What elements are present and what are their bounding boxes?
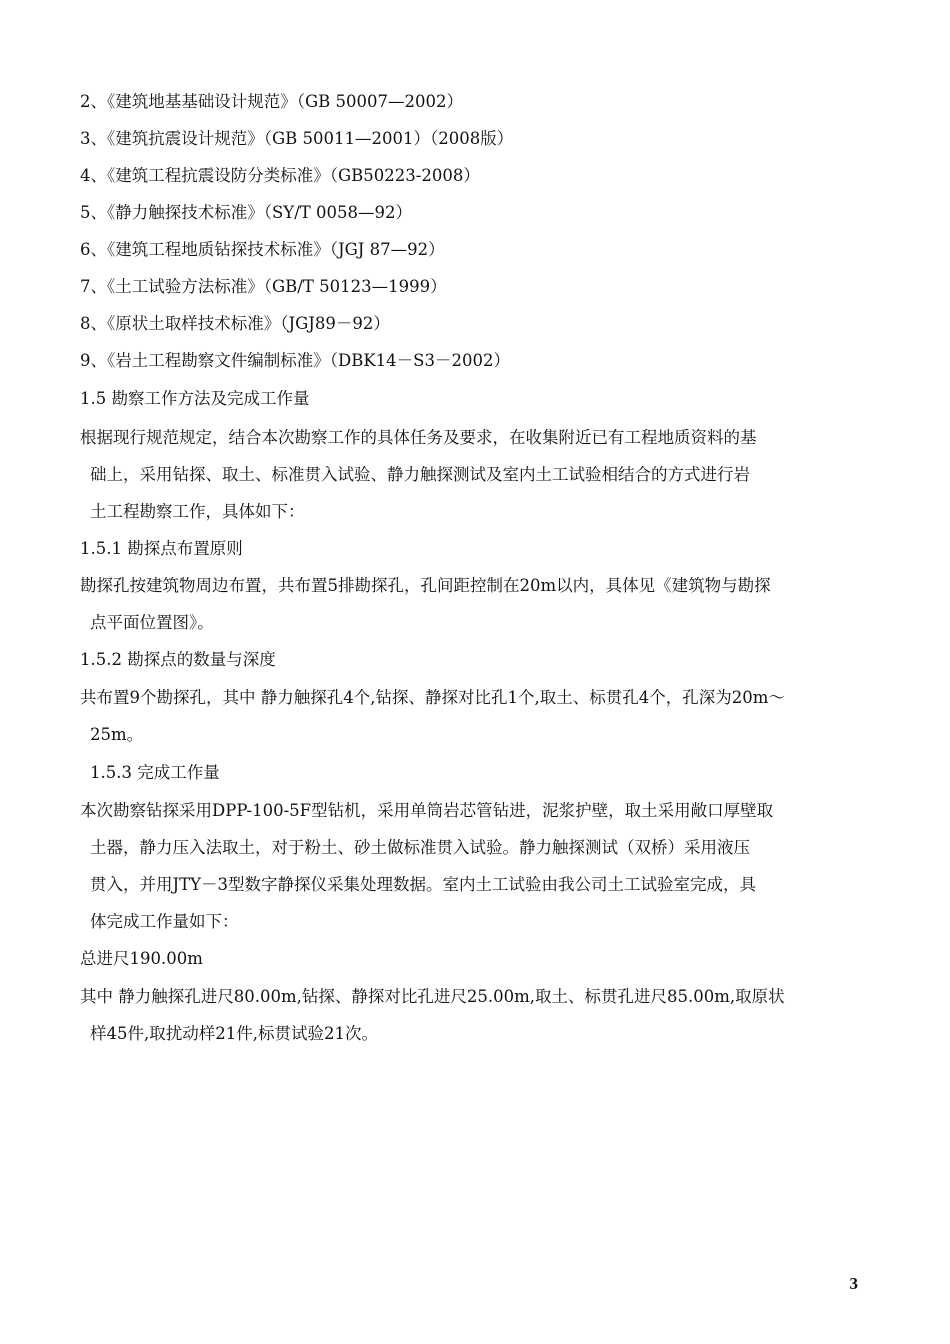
reference-item: 2、《建筑地基基础设计规范》（GB 50007—2002） [80,92,464,111]
section-heading-1-5: 1.5 勘察工作方法及完成工作量 [80,389,310,408]
reference-item: 8、《原状土取样技术标准》（JGJ89－92） [80,314,390,333]
paragraph-line: 共布置9个勘探孔，其中 静力触探孔4个,钻探、静探对比孔1个,取土、标贯孔4个，孔深为20m～ [80,688,785,707]
paragraph-line: 勘探孔按建筑物周边布置，共布置5排勘探孔，孔间距控制在20m以内，具体见《建筑物与勘探 [80,576,771,595]
reference-item: 5、《静力触探技术标准》（SY/T 0058—92） [80,203,412,222]
page-number: 3 [849,1274,858,1293]
reference-item: 4、《建筑工程抗震设防分类标准》（GB50223-2008） [80,166,480,185]
paragraph-line: 体完成工作量如下： [90,912,239,931]
paragraph-line: 贯入，并用JTY－3型数字静探仪采集处理数据。室内土工试验由我公司土工试验室完成，具 [90,875,757,894]
paragraph-line: 础上，采用钻探、取土、标准贯入试验、静力触探测试及室内土工试验相结合的方式进行岩 [90,465,750,484]
paragraph-line: 点平面位置图》。 [90,613,214,632]
reference-item: 7、《土工试验方法标准》（GB/T 50123—1999） [80,277,447,296]
section-heading-1-5-3: 1.5.3 完成工作量 [90,763,220,782]
section-heading-1-5-1: 1.5.1 勘探点布置原则 [80,539,243,558]
paragraph-line: 其中 静力触探孔进尺80.00m,钻探、静探对比孔进尺25.00m,取土、标贯孔进尺85.00m,取原状 [80,987,785,1006]
paragraph-line: 25m。 [90,725,144,744]
paragraph-line: 本次勘察钻探采用DPP-100-5F型钻机，采用单筒岩芯管钻进，泥浆护壁，取土采用敞口厚壁取 [80,801,774,820]
reference-item: 9、《岩土工程勘察文件编制标准》（DBK14－S3－2002） [80,351,510,370]
total-footage-line: 总进尺190.00m [80,949,203,968]
section-heading-1-5-2: 1.5.2 勘探点的数量与深度 [80,650,276,669]
reference-item: 6、《建筑工程地质钻探技术标准》（JGJ 87—92） [80,240,445,259]
paragraph-line: 根据现行规范规定，结合本次勘察工作的具体任务及要求，在收集附近已有工程地质资料的基 [80,428,757,447]
reference-item: 3、《建筑抗震设计规范》（GB 50011—2001）（2008版） [80,129,514,148]
paragraph-line: 样45件,取扰动样21件,标贯试验21次。 [90,1024,378,1043]
paragraph-line: 土工程勘察工作，具体如下： [90,502,305,521]
paragraph-line: 土器，静力压入法取土，对于粉土、砂土做标准贯入试验。静力触探测试（双桥）采用液压 [90,838,750,857]
